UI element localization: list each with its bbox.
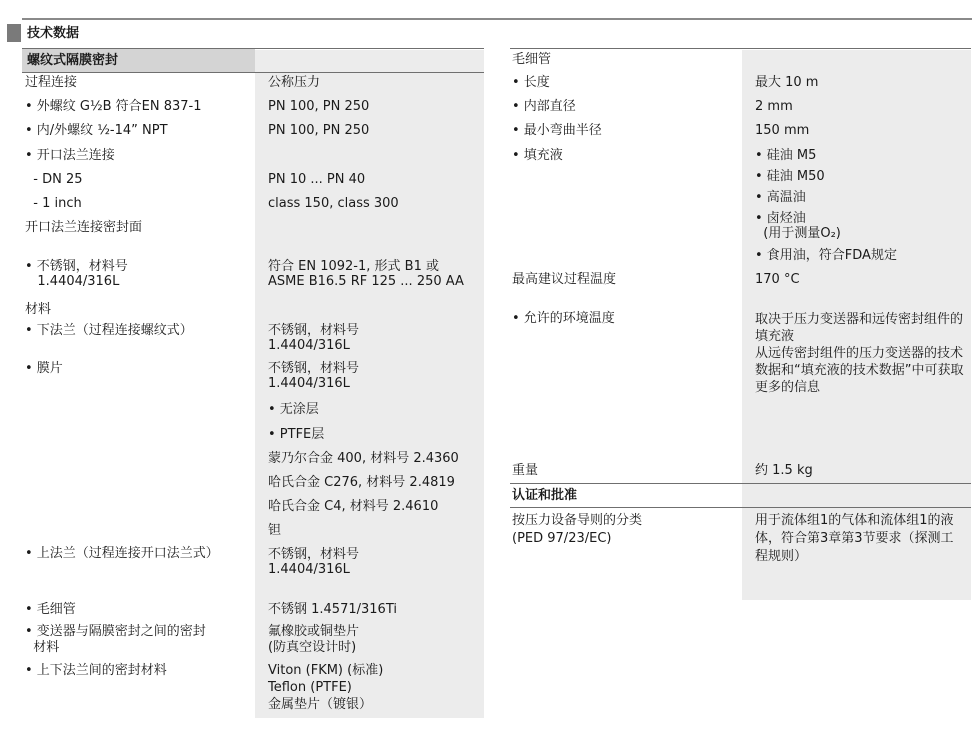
section-marker xyxy=(7,24,21,42)
row-value: 哈氏合金 C4, 材料号 2.4610 xyxy=(268,499,439,514)
row-value: 符合 EN 1092-1, 形式 B1 或 ASME B16.5 RF 125 ... 250 AA xyxy=(268,259,464,289)
row-value: 氟橡胶或铜垫片 (防真空设计时) xyxy=(268,624,360,655)
row-label: • 膜片 xyxy=(25,361,63,376)
row-value: class 150, class 300 xyxy=(268,196,399,211)
cert-value: 用于流体组1的气体和流体组1的液体，符合第3章第3节要求（探测工程规则） xyxy=(755,513,954,564)
row-label: • 长度 xyxy=(512,75,550,90)
row-value: 公称压力 xyxy=(268,75,321,90)
row-value: 不锈钢，材料号 1.4404/316L xyxy=(268,361,360,391)
row-value: PN 100, PN 250 xyxy=(268,123,370,138)
row-label: • 允许的环境温度 xyxy=(512,311,615,326)
cert-header-rule xyxy=(510,507,971,508)
row-value: • 无涂层 xyxy=(268,402,319,417)
row-value: 最大 10 m xyxy=(755,75,819,90)
cert-header: 认证和批准 xyxy=(512,488,578,503)
row-label: 材料 xyxy=(25,302,52,317)
row-label: • 不锈钢，材料号 1.4404/316L xyxy=(25,259,128,289)
right-top-rule xyxy=(510,48,971,49)
row-label: 过程连接 xyxy=(25,75,78,90)
row-label: • 内部直径 xyxy=(512,99,576,114)
row-label: 最高建议过程温度 xyxy=(512,272,617,287)
row-label: - DN 25 xyxy=(25,172,83,187)
row-value: Viton (FKM) (标准) Teflon (PTFE) 金属垫片（镀银） xyxy=(268,663,384,712)
row-label: • 下法兰（过程连接螺纹式） xyxy=(25,323,193,338)
row-value: 150 mm xyxy=(755,123,810,138)
section-title: 技术数据 xyxy=(27,26,80,41)
cert-label: 按压力设备导则的分类 (PED 97/23/EC) xyxy=(512,513,643,546)
row-label: - 1 inch xyxy=(25,196,82,211)
row-label: • 上法兰（过程连接开口法兰式） xyxy=(25,546,219,561)
top-rule xyxy=(22,18,972,20)
row-value: 约 1.5 kg xyxy=(755,463,813,478)
row-label: • 最小弯曲半径 xyxy=(512,123,602,138)
row-value: 2 mm xyxy=(755,99,793,114)
row-value: 蒙乃尔合金 400, 材料号 2.4360 xyxy=(268,451,459,466)
cert-top-rule xyxy=(510,483,971,484)
row-label: 开口法兰连接密封面 xyxy=(25,220,143,235)
row-value: 取决于压力变送器和远传密封组件的填充液 从远传密封组件的压力变送器的技术数据和“填充液的技术数据”中可获取更多的信息 xyxy=(755,312,964,395)
row-value: PN 10 ... PN 40 xyxy=(268,172,366,187)
row-value: 170 °C xyxy=(755,272,800,287)
row-label: • 内/外螺纹 ½-14” NPT xyxy=(25,123,168,138)
row-value: PN 100, PN 250 xyxy=(268,99,370,114)
row-value: • 硅油 M50 xyxy=(755,169,825,184)
row-label: • 变送器与隔膜密封之间的密封 材料 xyxy=(25,624,206,655)
row-value: • 卤烃油 (用于测量O₂) xyxy=(755,211,841,241)
row-value: 哈氏合金 C276, 材料号 2.4819 xyxy=(268,475,455,490)
row-label: • 上下法兰间的密封材料 xyxy=(25,663,167,678)
row-value: • 硅油 M5 xyxy=(755,148,817,163)
row-label: • 毛细管 xyxy=(25,602,76,617)
left-table-header: 螺纹式隔膜密封 xyxy=(27,53,119,68)
row-label: 毛细管 xyxy=(512,52,552,67)
row-value: • 食用油，符合FDA规定 xyxy=(755,248,897,263)
row-label: • 填充液 xyxy=(512,148,563,163)
row-label: • 外螺纹 G½B 符合EN 837-1 xyxy=(25,99,202,114)
row-value: 钽 xyxy=(268,523,282,538)
row-value: • PTFE层 xyxy=(268,427,325,442)
row-value: 不锈钢 1.4571/316Ti xyxy=(268,602,397,617)
row-label: • 开口法兰连接 xyxy=(25,148,115,163)
left-header-bottom-rule xyxy=(22,72,484,73)
row-label: 重量 xyxy=(512,463,539,478)
row-value: • 高温油 xyxy=(755,190,806,205)
row-value: 不锈钢，材料号 1.4404/316L xyxy=(268,547,360,577)
row-value: 不锈钢，材料号 1.4404/316L xyxy=(268,323,360,353)
